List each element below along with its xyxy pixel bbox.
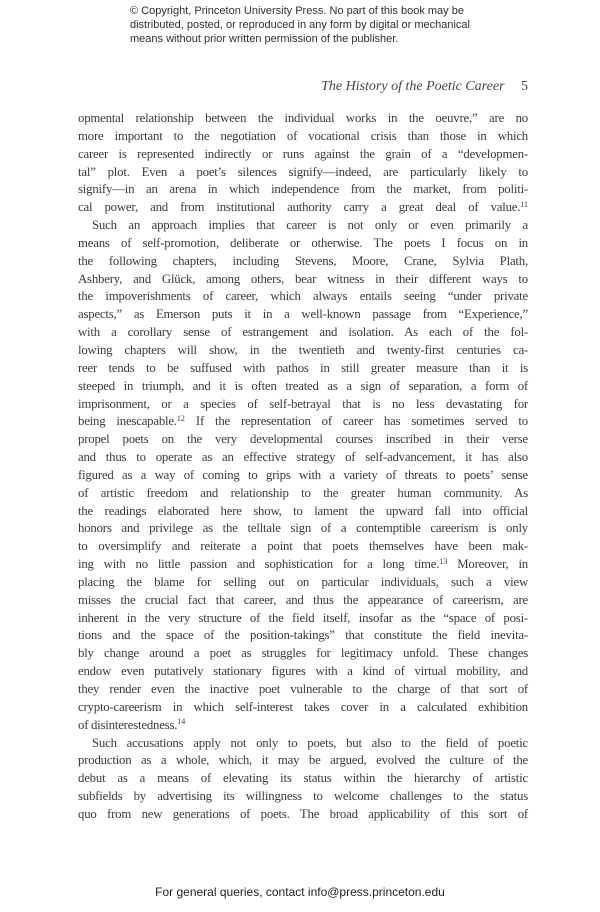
text-line: imprisonment, or a species of self-betrayal that is no less devastating for xyxy=(78,396,528,411)
footnote-ref: 12 xyxy=(176,413,185,423)
running-header-title: The History of the Poetic Career xyxy=(321,79,505,94)
text-line: subfields by advertising its willingness to welcome challenges to the status xyxy=(78,789,528,804)
text-line: means of self-promotion, deliberate or otherwise. The poets I focus on in xyxy=(78,235,528,250)
text-line: quo from new generations of poets. The broad applicability of this sort of xyxy=(78,806,528,821)
text-line: misses the crucial fact that career, and thus the appearance of careerism, are xyxy=(78,592,528,607)
text-line: endow even putatively stationary figures with a kind of virtual mobility, and xyxy=(78,664,528,679)
body-text xyxy=(78,110,528,824)
text-line: they render even the inactive poet vulnerable to the charge of that sort of xyxy=(78,682,528,696)
footnote-ref: 11 xyxy=(520,199,528,209)
text-line: inherent in the very structure of the field itself, insofar as the “space of posi- xyxy=(78,610,528,625)
text-line: aspects,” as Emerson puts it in a well-known passage from “Experience,” xyxy=(78,307,528,322)
text-line: the readings elaborated here show, to lament the upward fall into official xyxy=(78,503,528,518)
copyright-notice xyxy=(130,5,470,46)
page-number: 5 xyxy=(521,79,528,94)
text-line: steeped in triumph, and it is often treated as a sign of separation, a form of xyxy=(78,378,528,393)
text-line: crypto-careerism in which self-interest takes cover in a calculated exhibition xyxy=(78,699,528,714)
text-line: being inescapable.$^{12}$ If the representation of career has sometimes served to xyxy=(78,413,528,429)
text-line: the following chapters, including Stevens, Moore, Crane, Sylvia Plath, xyxy=(78,253,528,268)
text-line: the impoverishments of career, which always entails seeing “under private xyxy=(78,289,528,304)
text-line: more important to the negotiation of vocational crisis than those in which xyxy=(78,128,528,143)
text-line: signify—in an arena in which independence from the market, from politi- xyxy=(78,182,528,197)
copyright-line: © Copyright, Princeton University Press. No part of this book may be xyxy=(130,5,464,17)
text-line: bly change around a poet as struggles for legitimacy unfold. These changes xyxy=(78,646,528,661)
text-line: career is represented indirectly or runs against the grain of a “developmen- xyxy=(78,146,528,161)
paragraph xyxy=(78,110,528,217)
footnote-ref: 14 xyxy=(177,717,186,727)
text-line: figured as a way of coming to grips with a variety of threats to poets’ sense xyxy=(78,467,528,482)
text-line: Ashbery, and Glück, among others, bear witness in their different ways to xyxy=(78,271,528,286)
text-line: and thus to operate as an effective strategy of self-advancement, it has also xyxy=(78,450,528,465)
text-line: to oversimplify and reiterate a point that poets themselves have been mak- xyxy=(78,539,528,554)
text-line: ing with no little passion and sophistication for a long time.$^{13}$ Moreover, in xyxy=(78,556,529,572)
text-line: propel poets on the very developmental courses inscribed in their verse xyxy=(78,432,528,447)
footer-query-line: For general queries, contact info@press.princeton.edu xyxy=(155,885,445,899)
paragraph xyxy=(78,735,528,824)
text-line: lowing chapters will show, in the twentieth and twenty-first centuries ca- xyxy=(78,342,528,357)
text-line: opmental relationship between the individual works in the oeuvre,” are no xyxy=(78,111,528,125)
text-line: with a corollary sense of estrangement and isolation. As each of the fol- xyxy=(78,325,528,340)
text-line: honors and privilege as the telltale sign of a contemptible careerism is only xyxy=(78,521,528,536)
text-line: debut as a means of elevating its status within the hierarchy of artistic xyxy=(78,771,528,786)
paragraph xyxy=(78,217,528,734)
text-line: tal” plot. Even a poet’s silences signify—indeed, are particularly likely to xyxy=(78,164,528,179)
text-line: cal power, and from institutional authority carry a great deal of value.$^{11}$ xyxy=(78,199,528,215)
text-line: Such an approach implies that career is not only or even primarily a xyxy=(92,218,528,233)
footnote-ref: 13 xyxy=(439,556,448,566)
running-header xyxy=(321,79,528,95)
copyright-line: means without prior written permission of the publisher. xyxy=(130,32,399,45)
text-line: reer tends to be suffused with pathos in still greater measure than it is xyxy=(78,360,528,375)
text-line: tions and the space of the position-takings” that constitute the field inevita- xyxy=(78,628,528,643)
text-line: of artistic freedom and relationship to the greater human community. As xyxy=(78,485,528,500)
text-line: placing the blame for selling out on particular individuals, such a view xyxy=(78,574,528,589)
text-line: Such accusations apply not only to poets, but also to the field of poetic xyxy=(92,735,528,750)
text-line: production as a whole, which, it may be argued, evolved the culture of the xyxy=(78,753,528,768)
text-line: of disinterestedness.$^{14}$ xyxy=(78,717,186,732)
copyright-line: distributed, posted, or reproduced in any form by digital or mechanical xyxy=(130,18,470,31)
